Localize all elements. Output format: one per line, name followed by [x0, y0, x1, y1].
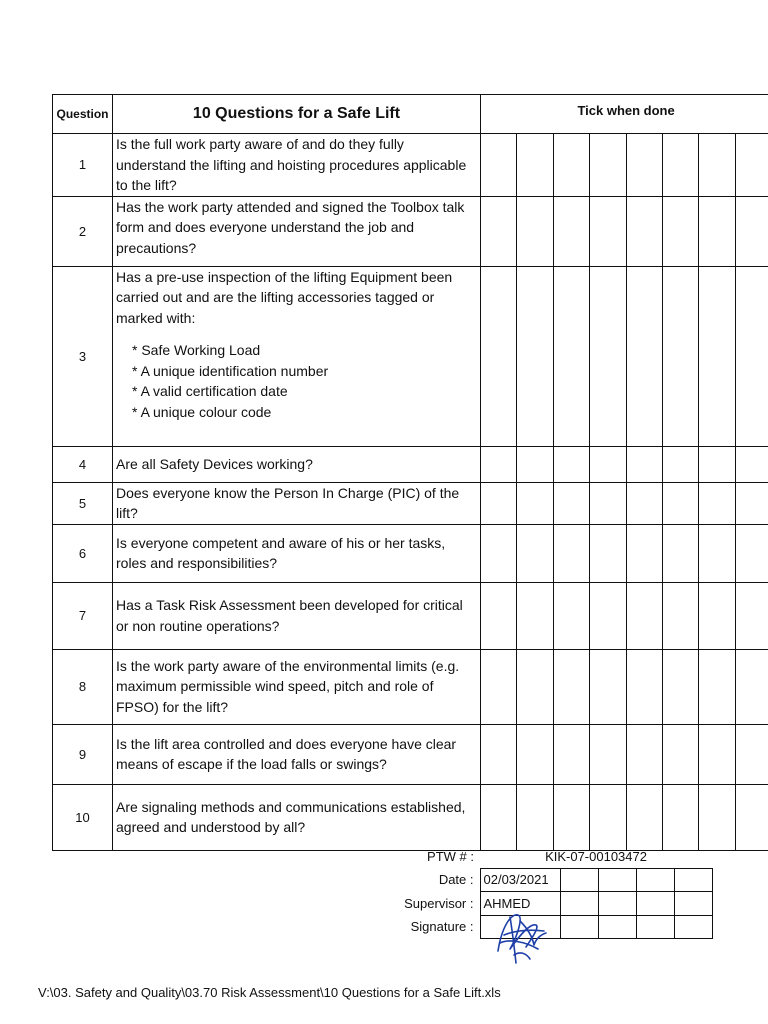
tick-box[interactable] [553, 784, 589, 850]
tick-column-header: Tick when done [481, 95, 768, 134]
question-row [53, 134, 768, 197]
marking-requirement-item: * A valid certification date [132, 383, 288, 399]
tick-box[interactable] [626, 134, 662, 197]
tick-box[interactable] [662, 196, 698, 266]
tick-box[interactable] [662, 649, 698, 724]
tick-box[interactable] [590, 524, 626, 582]
tick-box[interactable] [699, 784, 735, 850]
question-number: 10 [53, 784, 113, 850]
ptw-label: PTW # : [427, 849, 474, 864]
question-text: Is the full work party aware of and do they fully understand the lifting and hoisting procedures applicable to the lift? [116, 136, 467, 193]
tick-box[interactable] [626, 524, 662, 582]
question-text-cell [113, 266, 481, 446]
tick-box[interactable] [626, 482, 662, 524]
marking-requirements-list [132, 340, 477, 422]
tick-box[interactable] [735, 649, 768, 724]
form-title: 10 Questions for a Safe Lift [113, 95, 481, 134]
question-text-cell [113, 582, 481, 649]
question-text: Are all Safety Devices working? [116, 455, 313, 472]
question-row [53, 524, 768, 582]
question-row [53, 784, 768, 850]
date-extra-cell[interactable] [598, 868, 636, 892]
tick-box[interactable] [699, 196, 735, 266]
tick-box[interactable] [699, 582, 735, 649]
tick-box[interactable] [517, 446, 553, 482]
question-text: Does everyone know the Person In Charge (PIC) of the lift? [116, 484, 460, 521]
tick-box[interactable] [735, 784, 768, 850]
tick-box[interactable] [590, 266, 626, 446]
tick-box[interactable] [553, 196, 589, 266]
question-row [53, 482, 768, 524]
tick-box[interactable] [662, 134, 698, 197]
tick-box[interactable] [517, 784, 553, 850]
tick-box[interactable] [481, 784, 517, 850]
question-number: 1 [53, 134, 113, 197]
tick-box[interactable] [735, 582, 768, 649]
signature-extra-cell[interactable] [636, 915, 674, 939]
question-text-cell [113, 196, 481, 266]
header-row [53, 95, 768, 134]
tick-box[interactable] [481, 196, 517, 266]
question-text-cell [113, 649, 481, 724]
question-row [53, 649, 768, 724]
tick-box[interactable] [626, 582, 662, 649]
tick-box[interactable] [662, 266, 698, 446]
tick-box[interactable] [481, 524, 517, 582]
tick-box[interactable] [626, 649, 662, 724]
ptw-row [52, 845, 712, 868]
tick-box[interactable] [517, 524, 553, 582]
tick-box[interactable] [590, 446, 626, 482]
question-number: 3 [53, 266, 113, 446]
tick-box[interactable] [735, 482, 768, 524]
handwritten-signature [490, 905, 550, 967]
tick-box[interactable] [481, 724, 517, 784]
tick-box[interactable] [735, 196, 768, 266]
tick-box[interactable] [590, 649, 626, 724]
tick-box[interactable] [553, 724, 589, 784]
question-text-cell [113, 524, 481, 582]
tick-box[interactable] [481, 134, 517, 197]
question-number: 7 [53, 582, 113, 649]
supervisor-value[interactable]: AHMED [480, 892, 560, 916]
tick-box[interactable] [481, 266, 517, 446]
supervisor-extra-cell[interactable] [598, 892, 636, 916]
tick-box[interactable] [626, 784, 662, 850]
signature-extra-cell[interactable] [560, 915, 598, 939]
question-number: 9 [53, 724, 113, 784]
tick-box[interactable] [699, 482, 735, 524]
marking-requirement-item: * Safe Working Load [132, 342, 261, 358]
tick-box[interactable] [553, 482, 589, 524]
supervisor-row [52, 892, 712, 916]
tick-box[interactable] [735, 524, 768, 582]
question-row [53, 724, 768, 784]
question-number: 6 [53, 524, 113, 582]
tick-box[interactable] [662, 582, 698, 649]
question-text-cell [113, 724, 481, 784]
tick-box[interactable] [590, 724, 626, 784]
date-value[interactable]: 02/03/2021 [480, 868, 560, 892]
tick-box[interactable] [517, 582, 553, 649]
question-text: Has the work party attended and signed the Toolbox talk form and does everyone understand the job and precautions? [116, 198, 465, 256]
file-path: V:\03. Safety and Quality\03.70 Risk Assessment\10 Questions for a Safe Lift.xls [38, 985, 501, 1000]
signature-extra-cell[interactable] [598, 915, 636, 939]
tick-box[interactable] [699, 266, 735, 446]
question-text-cell [113, 446, 481, 482]
tick-box[interactable] [735, 724, 768, 784]
tick-box[interactable] [517, 134, 553, 197]
tick-box[interactable] [735, 446, 768, 482]
tick-box[interactable] [626, 724, 662, 784]
tick-box[interactable] [590, 196, 626, 266]
supervisor-extra-cell[interactable] [560, 892, 598, 916]
tick-box[interactable] [662, 524, 698, 582]
footer-table [52, 845, 713, 939]
tick-box[interactable] [553, 446, 589, 482]
tick-box[interactable] [699, 446, 735, 482]
tick-box[interactable] [699, 524, 735, 582]
tick-box[interactable] [590, 482, 626, 524]
question-text: Is everyone competent and aware of his or her tasks, roles and responsibilities? [116, 534, 446, 571]
tick-box[interactable] [517, 649, 553, 724]
date-row [52, 868, 712, 892]
supervisor-extra-cell[interactable] [674, 892, 712, 916]
tick-box[interactable] [481, 582, 517, 649]
question-text-cell [113, 784, 481, 850]
ptw-value[interactable]: KIK-07-00103472 [480, 845, 712, 868]
tick-box[interactable] [626, 266, 662, 446]
tick-box[interactable] [517, 482, 553, 524]
marking-requirement-item: * A unique identification number [132, 362, 329, 379]
question-row [53, 266, 768, 446]
question-text: Has a Task Risk Assessment been developed for critical or non routine operations? [116, 597, 463, 634]
tick-box[interactable] [553, 524, 589, 582]
tick-box[interactable] [481, 649, 517, 724]
date-label: Date : [438, 872, 474, 888]
tick-box[interactable] [626, 446, 662, 482]
signature-label: Signature : [410, 919, 474, 935]
tick-box[interactable] [481, 446, 517, 482]
date-extra-cell[interactable] [674, 868, 712, 892]
date-extra-cell[interactable] [560, 868, 598, 892]
tick-box[interactable] [662, 482, 698, 524]
signature-extra-cell[interactable] [674, 915, 712, 939]
question-text: Are signaling methods and communications established, agreed and understood by all? [116, 798, 466, 835]
tick-box[interactable] [517, 724, 553, 784]
question-number: 8 [53, 649, 113, 724]
supervisor-label: Supervisor : [404, 895, 474, 911]
questions-table [52, 94, 768, 851]
tick-box[interactable] [735, 134, 768, 197]
tick-box[interactable] [699, 649, 735, 724]
question-text: Has a pre-use inspection of the lifting Equipment been carried out and are the lifting accessories tagged or marked with: [116, 268, 453, 326]
question-text-cell [113, 134, 481, 197]
supervisor-extra-cell[interactable] [636, 892, 674, 916]
tick-box[interactable] [590, 582, 626, 649]
tick-box[interactable] [553, 582, 589, 649]
tick-box[interactable] [662, 784, 698, 850]
question-text: Is the lift area controlled and does everyone have clear means of escape if the load falls or swings? [116, 735, 457, 772]
tick-box[interactable] [553, 134, 589, 197]
tick-box[interactable] [517, 196, 553, 266]
question-row [53, 582, 768, 649]
tick-box[interactable] [590, 784, 626, 850]
tick-box[interactable] [626, 196, 662, 266]
question-text-cell [113, 482, 481, 524]
tick-box[interactable] [699, 134, 735, 197]
question-row [53, 446, 768, 482]
tick-box[interactable] [553, 266, 589, 446]
marking-requirement-item: * A unique colour code [132, 403, 272, 420]
question-number: 2 [53, 196, 113, 266]
tick-box[interactable] [699, 724, 735, 784]
question-column-header: Question [53, 95, 113, 134]
question-row [53, 196, 768, 266]
signature-row [52, 915, 712, 939]
question-number: 5 [53, 482, 113, 524]
question-text: Is the work party aware of the environmental limits (e.g. maximum permissible wind speed, pitch and role of FPSO) for the lift? [116, 657, 460, 715]
tick-box[interactable] [553, 649, 589, 724]
tick-box[interactable] [517, 266, 553, 446]
date-extra-cell[interactable] [636, 868, 674, 892]
tick-box[interactable] [481, 482, 517, 524]
tick-box[interactable] [662, 724, 698, 784]
tick-box[interactable] [662, 446, 698, 482]
tick-box[interactable] [590, 134, 626, 197]
question-number: 4 [53, 446, 113, 482]
tick-box[interactable] [735, 266, 768, 446]
